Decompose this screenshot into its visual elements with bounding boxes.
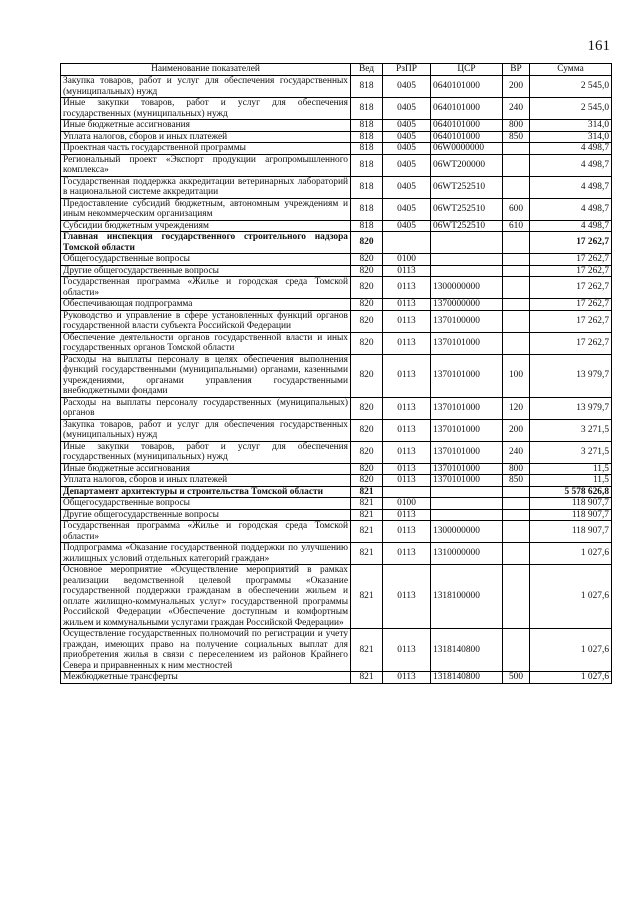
row-sum-cell: 17 262,7	[530, 265, 612, 277]
row-ved-cell: 818	[351, 220, 383, 232]
row-vr-cell	[503, 154, 530, 176]
row-sum-cell: 1 027,6	[530, 543, 612, 565]
row-name-cell: Расходы на выплаты персоналу в целях обеспечения выполнения функций государственными (муниципальными) органами, казенными учреждениями, органами управления государственными внебюджетными фондами	[61, 354, 351, 397]
row-ved-cell: 821	[351, 486, 383, 498]
row-ved-cell: 821	[351, 565, 383, 629]
row-name-cell: Государственная программа «Жилье и городская среда Томской области»	[61, 277, 351, 299]
row-vr-cell: 850	[503, 475, 530, 487]
table-row	[61, 332, 612, 354]
row-rzpr-cell	[383, 232, 431, 254]
row-sum-cell: 4 498,7	[530, 198, 612, 220]
row-rzpr-cell: 0405	[383, 198, 431, 220]
row-sum-cell: 17 262,7	[530, 232, 612, 254]
row-name-cell: Иные закупки товаров, работ и услуг для обеспечения государственных (муниципальных) нужд	[61, 98, 351, 120]
row-ved-cell: 818	[351, 120, 383, 132]
row-name-cell: Субсидии бюджетным учреждениям	[61, 220, 351, 232]
row-sum-cell: 1 027,6	[530, 629, 612, 672]
row-vr-cell: 100	[503, 354, 530, 397]
table-row	[61, 672, 612, 684]
row-vr-cell: 240	[503, 98, 530, 120]
row-ved-cell: 818	[351, 76, 383, 98]
table-row	[61, 176, 612, 198]
table-row	[61, 198, 612, 220]
row-csr-cell	[431, 265, 503, 277]
row-sum-cell: 5 578 626,8	[530, 486, 612, 498]
row-csr-cell: 1370100000	[431, 310, 503, 332]
row-name-cell: Обеспечение деятельности органов государственной власти и иных государственных органов Томской области	[61, 332, 351, 354]
row-csr-cell: 0640101000	[431, 120, 503, 132]
row-ved-cell: 821	[351, 509, 383, 521]
row-ved-cell: 818	[351, 198, 383, 220]
table-row	[61, 220, 612, 232]
row-name-cell: Общегосударственные вопросы	[61, 254, 351, 266]
table-row	[61, 354, 612, 397]
column-header-name: Наименование показателей	[61, 64, 351, 76]
row-ved-cell: 818	[351, 154, 383, 176]
row-csr-cell: 1370101000	[431, 475, 503, 487]
row-sum-cell: 1 027,6	[530, 672, 612, 684]
row-vr-cell: 800	[503, 463, 530, 475]
row-sum-cell: 118 907,7	[530, 521, 612, 543]
row-name-cell: Закупка товаров, работ и услуг для обеспечения государственных (муниципальных) нужд	[61, 419, 351, 441]
row-rzpr-cell: 0113	[383, 629, 431, 672]
row-sum-cell: 1 027,6	[530, 565, 612, 629]
row-csr-cell: 1318140800	[431, 629, 503, 672]
table-row	[61, 120, 612, 132]
row-csr-cell: 06W0000000	[431, 143, 503, 155]
row-vr-cell: 120	[503, 397, 530, 419]
row-rzpr-cell: 0405	[383, 131, 431, 143]
row-rzpr-cell: 0100	[383, 254, 431, 266]
row-csr-cell: 1370101000	[431, 463, 503, 475]
column-header-vr: ВР	[503, 64, 530, 76]
row-csr-cell: 1370101000	[431, 332, 503, 354]
row-vr-cell	[503, 143, 530, 155]
row-csr-cell: 06WT252510	[431, 198, 503, 220]
row-sum-cell: 4 498,7	[530, 154, 612, 176]
row-sum-cell: 2 545,0	[530, 98, 612, 120]
row-vr-cell: 610	[503, 220, 530, 232]
row-ved-cell: 820	[351, 265, 383, 277]
row-name-cell: Руководство и управление в сфере установленных функций органов государственной власти субъекта Российской Федерации	[61, 310, 351, 332]
row-csr-cell	[431, 498, 503, 510]
row-csr-cell: 06WT252510	[431, 220, 503, 232]
row-csr-cell: 06WT200000	[431, 154, 503, 176]
row-vr-cell	[503, 509, 530, 521]
row-vr-cell	[503, 332, 530, 354]
row-rzpr-cell: 0100	[383, 498, 431, 510]
row-sum-cell: 17 262,7	[530, 332, 612, 354]
row-csr-cell: 1370101000	[431, 397, 503, 419]
row-ved-cell: 820	[351, 254, 383, 266]
column-header-rzpr: РзПР	[383, 64, 431, 76]
row-name-cell: Расходы на выплаты персоналу государственных (муниципальных) органов	[61, 397, 351, 419]
row-ved-cell: 820	[351, 397, 383, 419]
row-ved-cell: 820	[351, 441, 383, 463]
row-ved-cell: 820	[351, 332, 383, 354]
row-vr-cell: 200	[503, 419, 530, 441]
row-sum-cell: 4 498,7	[530, 143, 612, 155]
row-sum-cell: 314,0	[530, 120, 612, 132]
row-name-cell: Иные бюджетные ассигнования	[61, 463, 351, 475]
row-csr-cell: 1300000000	[431, 521, 503, 543]
row-ved-cell: 820	[351, 475, 383, 487]
row-name-cell: Государственная поддержка аккредитации ветеринарных лабораторий в национальной системе аккредитации	[61, 176, 351, 198]
row-sum-cell: 118 907,7	[530, 509, 612, 521]
row-vr-cell: 240	[503, 441, 530, 463]
row-csr-cell	[431, 232, 503, 254]
row-rzpr-cell: 0113	[383, 509, 431, 521]
row-ved-cell: 820	[351, 419, 383, 441]
table-row	[61, 509, 612, 521]
table-row	[61, 543, 612, 565]
table-row	[61, 463, 612, 475]
row-name-cell: Государственная программа «Жилье и городская среда Томской области»	[61, 521, 351, 543]
row-sum-cell: 2 545,0	[530, 76, 612, 98]
table-row	[61, 299, 612, 311]
row-name-cell: Обеспечивающая подпрограмма	[61, 299, 351, 311]
row-vr-cell	[503, 176, 530, 198]
row-csr-cell: 06WT252510	[431, 176, 503, 198]
row-csr-cell: 1370000000	[431, 299, 503, 311]
page-number: 161	[587, 38, 610, 54]
table-row	[61, 475, 612, 487]
row-ved-cell: 818	[351, 176, 383, 198]
row-name-cell: Другие общегосударственные вопросы	[61, 265, 351, 277]
row-sum-cell: 11,5	[530, 463, 612, 475]
row-rzpr-cell: 0405	[383, 220, 431, 232]
row-ved-cell: 820	[351, 277, 383, 299]
row-rzpr-cell: 0405	[383, 176, 431, 198]
row-rzpr-cell: 0113	[383, 354, 431, 397]
row-sum-cell: 13 979,7	[530, 354, 612, 397]
row-rzpr-cell: 0113	[383, 441, 431, 463]
row-vr-cell	[503, 310, 530, 332]
row-sum-cell: 17 262,7	[530, 299, 612, 311]
row-ved-cell: 820	[351, 310, 383, 332]
row-rzpr-cell: 0113	[383, 419, 431, 441]
row-sum-cell: 17 262,7	[530, 254, 612, 266]
row-ved-cell: 821	[351, 543, 383, 565]
row-rzpr-cell: 0113	[383, 543, 431, 565]
table-row	[61, 98, 612, 120]
row-rzpr-cell: 0113	[383, 475, 431, 487]
row-csr-cell: 1370101000	[431, 354, 503, 397]
row-csr-cell: 0640101000	[431, 131, 503, 143]
row-csr-cell	[431, 486, 503, 498]
row-name-cell: Основное мероприятие «Осуществление мероприятий в рамках реализации ведомственной целевой программы «Оказание государственной поддержки гражданам в обеспечении жильем и оплате жилищно-коммунальных услуг» государственной программы Российской Федерации «Обеспечение доступным и комфортным жильем и коммунальными услугами граждан Российской Федерации»	[61, 565, 351, 629]
table-row	[61, 310, 612, 332]
row-vr-cell	[503, 498, 530, 510]
row-ved-cell: 818	[351, 143, 383, 155]
row-csr-cell: 1310000000	[431, 543, 503, 565]
table-row	[61, 76, 612, 98]
row-name-cell: Региональный проект «Экспорт продукции агропромышленного комплекса»	[61, 154, 351, 176]
table-row	[61, 154, 612, 176]
row-name-cell: Осуществление государственных полномочий по регистрации и учету граждан, имеющих право на получение социальных выплат для приобретения жилья в связи с переселением из районов Крайнего Севера и приравненных к ним местностей	[61, 629, 351, 672]
row-name-cell: Уплата налогов, сборов и иных платежей	[61, 131, 351, 143]
row-rzpr-cell: 0113	[383, 299, 431, 311]
row-ved-cell: 821	[351, 498, 383, 510]
row-csr-cell	[431, 509, 503, 521]
table-row	[61, 565, 612, 629]
row-rzpr-cell: 0113	[383, 397, 431, 419]
row-ved-cell: 821	[351, 629, 383, 672]
row-ved-cell: 820	[351, 354, 383, 397]
row-rzpr-cell: 0113	[383, 310, 431, 332]
row-ved-cell: 821	[351, 672, 383, 684]
column-header-sum: Сумма	[530, 64, 612, 76]
row-rzpr-cell: 0405	[383, 98, 431, 120]
row-sum-cell: 4 498,7	[530, 176, 612, 198]
row-name-cell: Общегосударственные вопросы	[61, 498, 351, 510]
row-name-cell: Уплата налогов, сборов и иных платежей	[61, 475, 351, 487]
row-vr-cell	[503, 543, 530, 565]
row-sum-cell: 17 262,7	[530, 310, 612, 332]
row-rzpr-cell: 0405	[383, 143, 431, 155]
row-vr-cell: 800	[503, 120, 530, 132]
row-vr-cell: 600	[503, 198, 530, 220]
row-rzpr-cell: 0405	[383, 154, 431, 176]
budget-table	[60, 63, 612, 684]
table-row	[61, 486, 612, 498]
table-row	[61, 441, 612, 463]
row-rzpr-cell: 0113	[383, 672, 431, 684]
row-vr-cell: 850	[503, 131, 530, 143]
column-header-csr: ЦСР	[431, 64, 503, 76]
table-row	[61, 629, 612, 672]
row-name-cell: Главная инспекция государственного строительного надзора Томской области	[61, 232, 351, 254]
row-vr-cell	[503, 629, 530, 672]
row-ved-cell: 821	[351, 521, 383, 543]
row-csr-cell	[431, 254, 503, 266]
row-vr-cell	[503, 521, 530, 543]
row-ved-cell: 818	[351, 131, 383, 143]
row-sum-cell: 4 498,7	[530, 220, 612, 232]
row-name-cell: Предоставление субсидий бюджетным, автономным учреждениям и иным некоммерческим организациям	[61, 198, 351, 220]
row-rzpr-cell: 0113	[383, 332, 431, 354]
row-rzpr-cell: 0113	[383, 265, 431, 277]
row-sum-cell: 3 271,5	[530, 419, 612, 441]
row-vr-cell	[503, 232, 530, 254]
row-sum-cell: 314,0	[530, 131, 612, 143]
row-name-cell: Подпрограмма «Оказание государственной поддержки по улучшению жилищных условий отдельных категорий граждан»	[61, 543, 351, 565]
row-csr-cell: 0640101000	[431, 98, 503, 120]
table-row	[61, 143, 612, 155]
table-row	[61, 498, 612, 510]
row-sum-cell: 118 907,7	[530, 498, 612, 510]
row-name-cell: Межбюджетные трансферты	[61, 672, 351, 684]
row-csr-cell: 1318140800	[431, 672, 503, 684]
table-header-row	[61, 64, 612, 76]
row-sum-cell: 13 979,7	[530, 397, 612, 419]
row-name-cell: Иные бюджетные ассигнования	[61, 120, 351, 132]
row-vr-cell	[503, 299, 530, 311]
row-vr-cell: 200	[503, 76, 530, 98]
row-name-cell: Иные закупки товаров, работ и услуг для обеспечения государственных (муниципальных) нужд	[61, 441, 351, 463]
row-ved-cell: 820	[351, 232, 383, 254]
row-ved-cell: 818	[351, 98, 383, 120]
row-vr-cell	[503, 486, 530, 498]
row-csr-cell: 1370101000	[431, 419, 503, 441]
row-vr-cell: 500	[503, 672, 530, 684]
column-header-ved: Вед	[351, 64, 383, 76]
table-row	[61, 265, 612, 277]
row-rzpr-cell: 0405	[383, 120, 431, 132]
row-vr-cell	[503, 565, 530, 629]
row-csr-cell: 1318100000	[431, 565, 503, 629]
row-sum-cell: 11,5	[530, 475, 612, 487]
row-ved-cell: 820	[351, 299, 383, 311]
row-csr-cell: 0640101000	[431, 76, 503, 98]
row-csr-cell: 1370101000	[431, 441, 503, 463]
table-row	[61, 254, 612, 266]
row-ved-cell: 820	[351, 463, 383, 475]
row-name-cell: Закупка товаров, работ и услуг для обеспечения государственных (муниципальных) нужд	[61, 76, 351, 98]
table-row	[61, 232, 612, 254]
row-name-cell: Департамент архитектуры и строительства Томской области	[61, 486, 351, 498]
table-row	[61, 419, 612, 441]
row-rzpr-cell: 0113	[383, 277, 431, 299]
row-vr-cell	[503, 254, 530, 266]
table-row	[61, 277, 612, 299]
row-rzpr-cell: 0113	[383, 521, 431, 543]
row-vr-cell	[503, 265, 530, 277]
table-row	[61, 397, 612, 419]
table-row	[61, 131, 612, 143]
table-row	[61, 521, 612, 543]
row-sum-cell: 3 271,5	[530, 441, 612, 463]
row-rzpr-cell: 0113	[383, 463, 431, 475]
row-vr-cell	[503, 277, 530, 299]
row-name-cell: Проектная часть государственной программы	[61, 143, 351, 155]
row-name-cell: Другие общегосударственные вопросы	[61, 509, 351, 521]
row-csr-cell: 1300000000	[431, 277, 503, 299]
row-rzpr-cell: 0113	[383, 565, 431, 629]
row-rzpr-cell: 0405	[383, 76, 431, 98]
row-sum-cell: 17 262,7	[530, 277, 612, 299]
row-rzpr-cell	[383, 486, 431, 498]
